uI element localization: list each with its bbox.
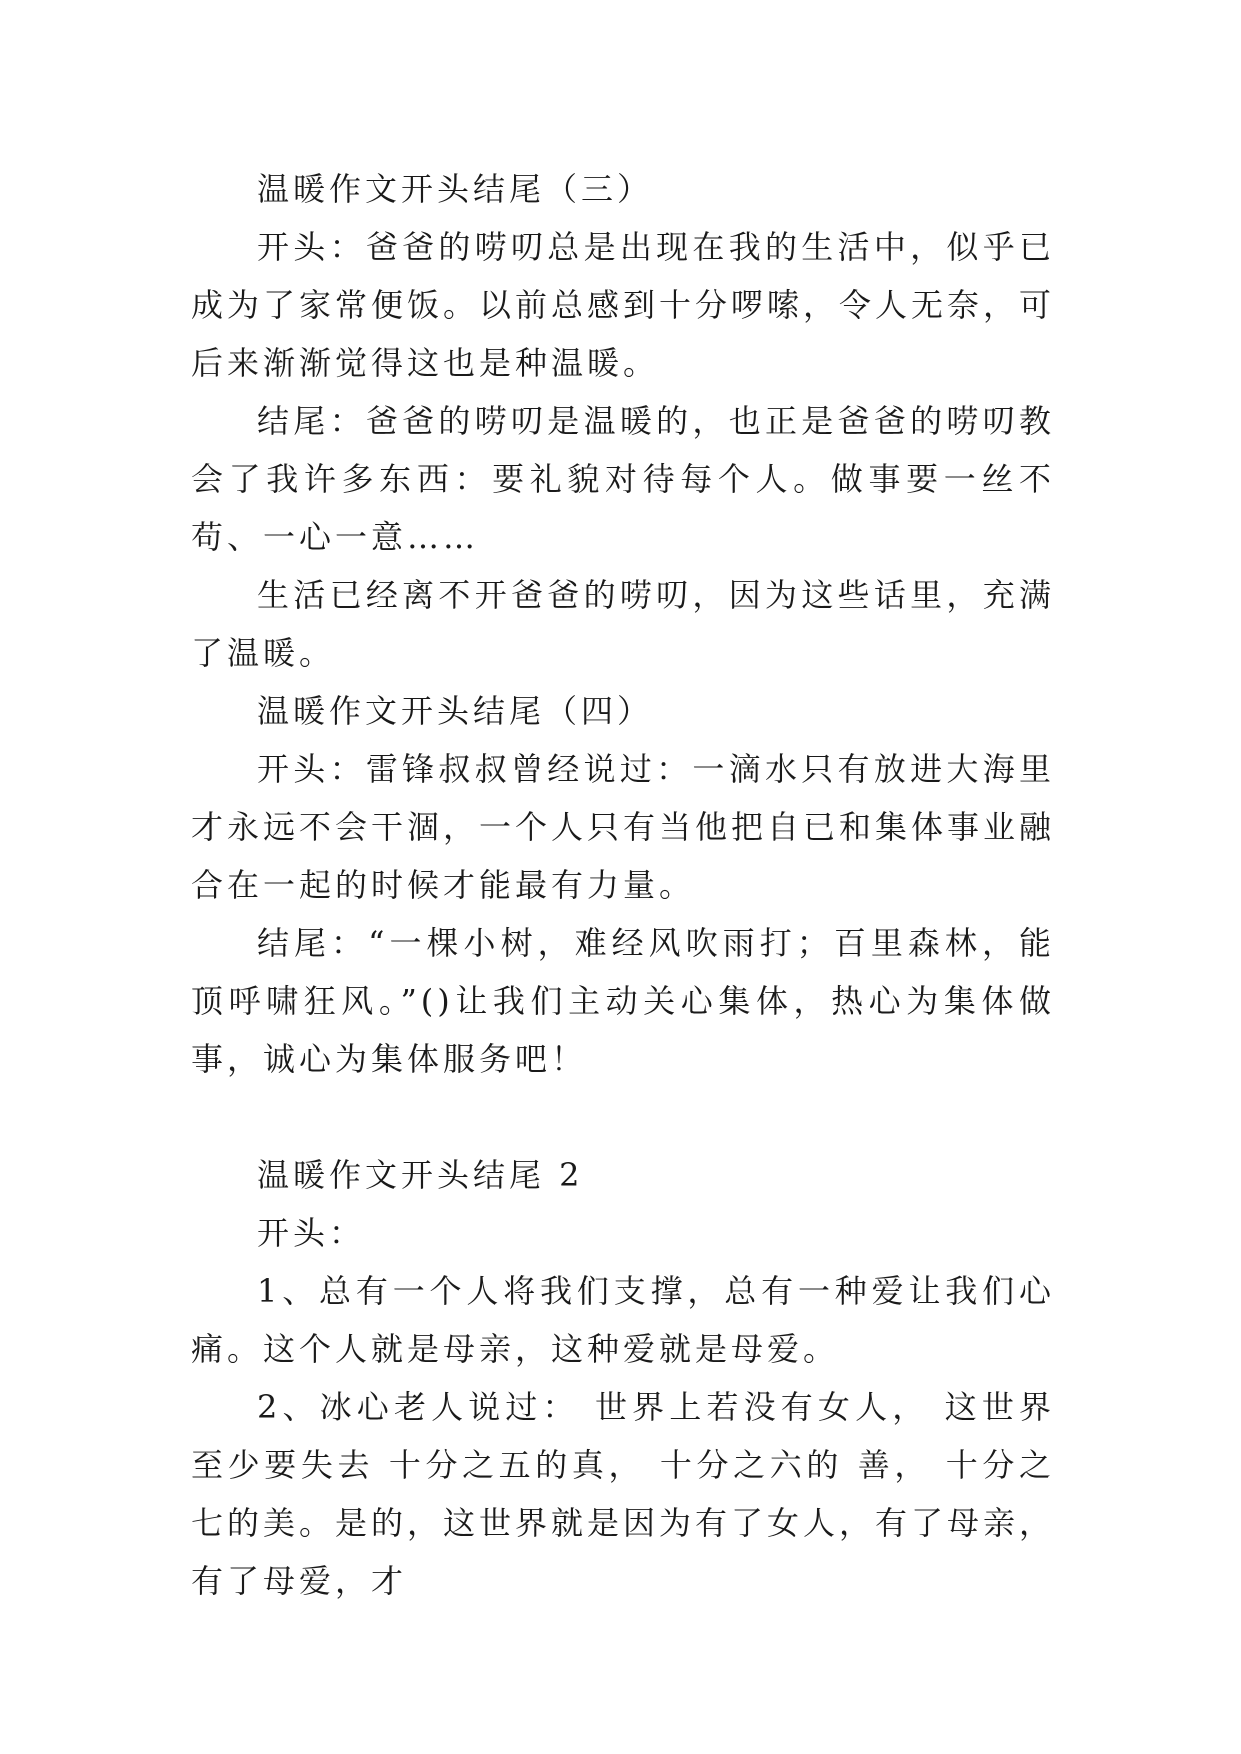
section-gap	[191, 1088, 1055, 1146]
paragraph-ending: 结尾：爸爸的唠叨是温暖的，也正是爸爸的唠叨教会了我许多东西：要礼貌对待每个人。做事要一丝不苟、一心一意……	[191, 402, 1055, 556]
section-heading: 温暖作文开头结尾（四）	[257, 692, 654, 730]
paragraph-ending: 结尾：“一棵小树，难经风吹雨打；百里森林，能顶呼啸狂风。”()让我们主动关心集体，热心为集体做事，诚心为集体服务吧！	[191, 924, 1055, 1078]
sub-heading: 开头：	[257, 1214, 366, 1252]
section-heading: 温暖作文开头结尾（三）	[257, 170, 654, 208]
paragraph-opening: 开头：爸爸的唠叨总是出现在我的生活中，似乎已成为了家常便饭。以前总感到十分啰嗦，令人无奈，可后来渐渐觉得这也是种温暖。	[191, 228, 1056, 382]
paragraph: 生活已经离不开爸爸的唠叨，因为这些话里，充满了温暖。	[191, 576, 1055, 672]
paragraph-opening: 开头：雷锋叔叔曾经说过：一滴水只有放进大海里才永远不会干涸，一个人只有当他把自已和集体事业融合在一起的时候才能最有力量。	[191, 750, 1056, 904]
section-heading: 温暖作文开头结尾 2	[257, 1156, 584, 1194]
document-page	[191, 160, 1055, 1610]
list-item: 1、总有一个人将我们支撑，总有一种爱让我们心痛。这个人就是母亲，这种爱就是母爱。	[191, 1272, 1055, 1368]
list-item: 2、冰心老人说过： 世界上若没有女人， 这世界至少要失去 十分之五的真， 十分之六的 善， 十分之七的美。是的，这世界就是因为有了女人，有了母亲，有了母爱，才	[191, 1388, 1056, 1600]
